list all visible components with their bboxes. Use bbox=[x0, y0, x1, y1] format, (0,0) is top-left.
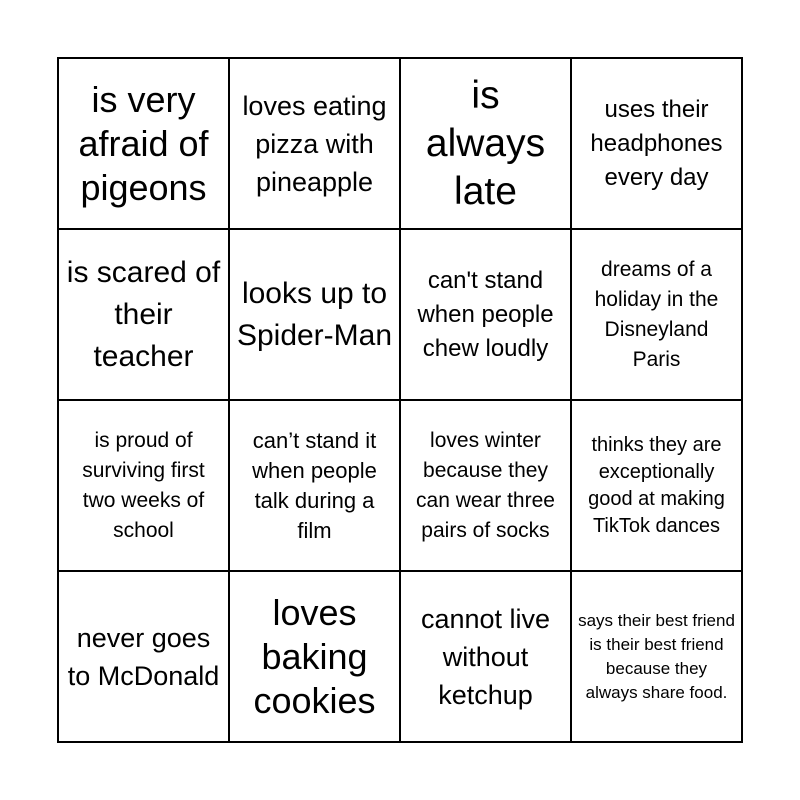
bingo-square-9[interactable] bbox=[59, 401, 230, 572]
bingo-square-text: never goes to McDonald bbox=[67, 622, 220, 691]
bingo-square-2[interactable] bbox=[230, 59, 401, 230]
bingo-square-text: dreams of a holiday in the Disneyland Paris bbox=[594, 257, 719, 371]
bingo-square-13[interactable] bbox=[59, 572, 230, 743]
bingo-square-text: loves eating pizza with pineapple bbox=[242, 90, 387, 197]
bingo-square-14[interactable] bbox=[230, 572, 401, 743]
bingo-square-text: can't stand when people chew loudly bbox=[417, 266, 554, 362]
bingo-square-16[interactable] bbox=[572, 572, 743, 743]
bingo-square-text: loves baking cookies bbox=[253, 591, 376, 721]
bingo-card bbox=[57, 57, 743, 743]
bingo-square-text: says their best friend is their best friend because they always share food. bbox=[578, 610, 735, 702]
bingo-square-3[interactable] bbox=[401, 59, 572, 230]
bingo-square-text: cannot live without ketchup bbox=[420, 603, 551, 710]
bingo-square-10[interactable] bbox=[230, 401, 401, 572]
bingo-square-7[interactable] bbox=[401, 230, 572, 401]
bingo-square-4[interactable] bbox=[572, 59, 743, 230]
bingo-square-1[interactable] bbox=[59, 59, 230, 230]
bingo-square-text: is proud of surviving first two weeks of school bbox=[82, 428, 205, 542]
bingo-square-text: uses their headphones every day bbox=[590, 95, 723, 191]
bingo-square-8[interactable] bbox=[572, 230, 743, 401]
bingo-square-text: is always late bbox=[425, 73, 546, 213]
bingo-square-text: looks up to Spider-Man bbox=[236, 276, 393, 352]
bingo-square-text: is scared of their teacher bbox=[66, 255, 221, 373]
bingo-square-text: is very afraid of pigeons bbox=[78, 78, 209, 208]
bingo-square-5[interactable] bbox=[59, 230, 230, 401]
bingo-square-text: loves winter because they can wear three pairs of socks bbox=[416, 428, 555, 542]
bingo-square-text: can’t stand it when people talk during a film bbox=[252, 427, 377, 543]
bingo-square-text: thinks they are exceptionally good at making TikTok dances bbox=[588, 433, 725, 537]
bingo-square-12[interactable] bbox=[572, 401, 743, 572]
bingo-square-6[interactable] bbox=[230, 230, 401, 401]
bingo-square-11[interactable] bbox=[401, 401, 572, 572]
bingo-square-15[interactable] bbox=[401, 572, 572, 743]
